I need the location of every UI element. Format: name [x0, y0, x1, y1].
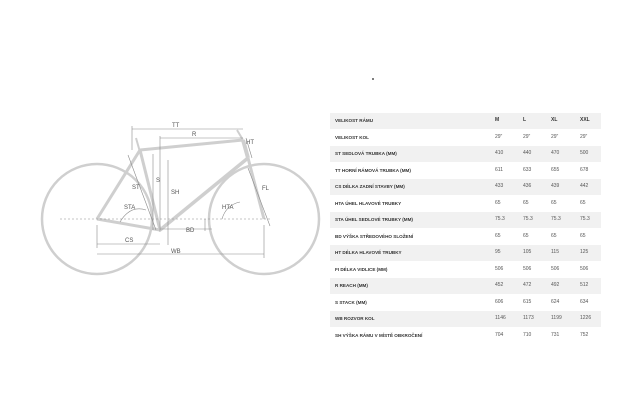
wb-label: WB: [171, 249, 181, 255]
table-row: [330, 212, 601, 229]
row-value: 633: [523, 166, 532, 173]
st-label: ST: [132, 185, 140, 191]
row-value: 655: [551, 166, 560, 173]
row-value: 105: [523, 249, 532, 255]
row-value: 65: [551, 199, 557, 206]
row-value: 433: [495, 183, 504, 189]
table-header-row: [330, 113, 601, 130]
row-value: 606: [495, 298, 504, 305]
sta-label: STA: [124, 205, 136, 211]
row-label: FI DÉLKA VIDLICE (MM): [335, 266, 388, 272]
row-label: HTA ÚHEL HLAVOVÉ TRUBKY: [335, 200, 402, 206]
row-value: 29": [495, 133, 503, 140]
row-value: 95: [495, 249, 501, 255]
row-value: 65: [551, 232, 557, 239]
row-label: WB ROZVOR KOL: [335, 316, 375, 321]
row-label: STA ÚHEL SEDLOVÉ TRUBKY (MM): [335, 217, 413, 222]
top-tube: [140, 140, 243, 150]
stem: [237, 130, 243, 140]
r-label: R: [192, 132, 197, 138]
s-label: S: [156, 178, 161, 184]
row-value: 29": [580, 133, 588, 140]
row-label: SH VÝŠKA RÁMU V MÍSTĚ OBKROČENÍ: [335, 332, 423, 338]
row-value: 439: [551, 183, 560, 189]
table-row: [330, 328, 601, 345]
row-value: 1146: [495, 315, 506, 321]
table-row: [330, 229, 601, 246]
row-value: 678: [580, 166, 589, 173]
row-value: 75.3: [495, 216, 505, 222]
row-value: 506: [580, 265, 589, 272]
row-label: BD VÝŠKA STŘEDOVÉHO SLOŽENÍ: [335, 233, 414, 239]
row-value: 731: [551, 331, 560, 338]
row-value: 65: [580, 199, 586, 206]
cs-label: CS: [125, 238, 134, 244]
row-value: 65: [495, 232, 501, 239]
table-row: [330, 196, 601, 213]
row-value: 1173: [523, 315, 534, 321]
header-size-l: L: [523, 117, 527, 123]
header-size-m: M: [495, 117, 500, 123]
row-value: 65: [580, 232, 586, 239]
tt-label: TT: [172, 123, 180, 129]
row-value: 115: [551, 249, 559, 255]
row-value: 512: [580, 282, 589, 288]
row-value: 634: [580, 298, 589, 305]
row-value: 75.3: [523, 216, 533, 222]
table-row: [330, 245, 601, 262]
bd-label: BD: [186, 228, 195, 234]
row-value: 65: [495, 199, 501, 206]
hta-label: HTA: [222, 205, 234, 211]
geometry-table: [330, 113, 601, 344]
row-value: 1226: [580, 315, 592, 321]
table-row: [330, 146, 601, 163]
row-value: 492: [551, 282, 560, 288]
row-value: 470: [551, 150, 560, 156]
row-value: 615: [523, 298, 532, 305]
row-label: R REACH (MM): [335, 283, 368, 288]
row-value: 611: [495, 166, 503, 173]
stray-dot: [372, 78, 374, 80]
row-value: 506: [551, 265, 560, 272]
header-size-xxl: XXL: [580, 117, 590, 123]
sh-label: SH: [171, 190, 180, 196]
row-label: S STACK (MM): [335, 299, 367, 305]
row-value: 65: [523, 232, 529, 239]
row-label: VELIKOST KOL: [335, 134, 369, 140]
row-label: ST SEDLOVÁ TRUBKA (MM): [335, 151, 397, 156]
row-value: 624: [551, 298, 560, 305]
seatpost: [136, 138, 140, 152]
row-value: 472: [523, 282, 532, 288]
row-value: 75.3: [580, 216, 590, 222]
row-label: TT HORNÍ RÁMOVÁ TRUBKA (MM): [335, 167, 411, 173]
row-value: 506: [495, 265, 504, 272]
row-value: 500: [580, 150, 589, 156]
table-row: [330, 262, 601, 279]
table-row: [330, 130, 601, 147]
row-label: CS DÉLKA ZADNÍ STAVBY (MM): [335, 184, 405, 189]
row-value: 440: [523, 150, 532, 156]
table-row: [330, 179, 601, 196]
table-row: [330, 278, 601, 295]
table-row: [330, 163, 601, 180]
header-size-xl: XL: [551, 117, 558, 123]
row-value: 710: [523, 331, 532, 338]
row-value: 410: [495, 150, 504, 156]
row-label: HT DÉLKA HLAVOVÉ TRUBKY: [335, 250, 402, 255]
row-value: 65: [523, 199, 529, 206]
ht-label: HT: [246, 140, 254, 146]
row-value: 125: [580, 249, 589, 255]
row-value: 436: [523, 183, 532, 189]
header-label: VELIKOST RÁMU: [335, 118, 374, 123]
row-value: 29": [523, 133, 531, 140]
row-value: 452: [495, 282, 504, 288]
row-value: 75.3: [551, 216, 561, 222]
fl-dimension-line: [248, 168, 270, 226]
row-value: 442: [580, 183, 589, 189]
fl-label: FL: [262, 186, 270, 192]
row-value: 704: [495, 331, 504, 338]
row-value: 752: [580, 331, 589, 338]
row-value: 1199: [551, 315, 562, 321]
table-row: [330, 295, 601, 312]
row-value: 506: [523, 265, 532, 272]
table-row: [330, 311, 601, 328]
row-value: 29": [551, 133, 559, 140]
